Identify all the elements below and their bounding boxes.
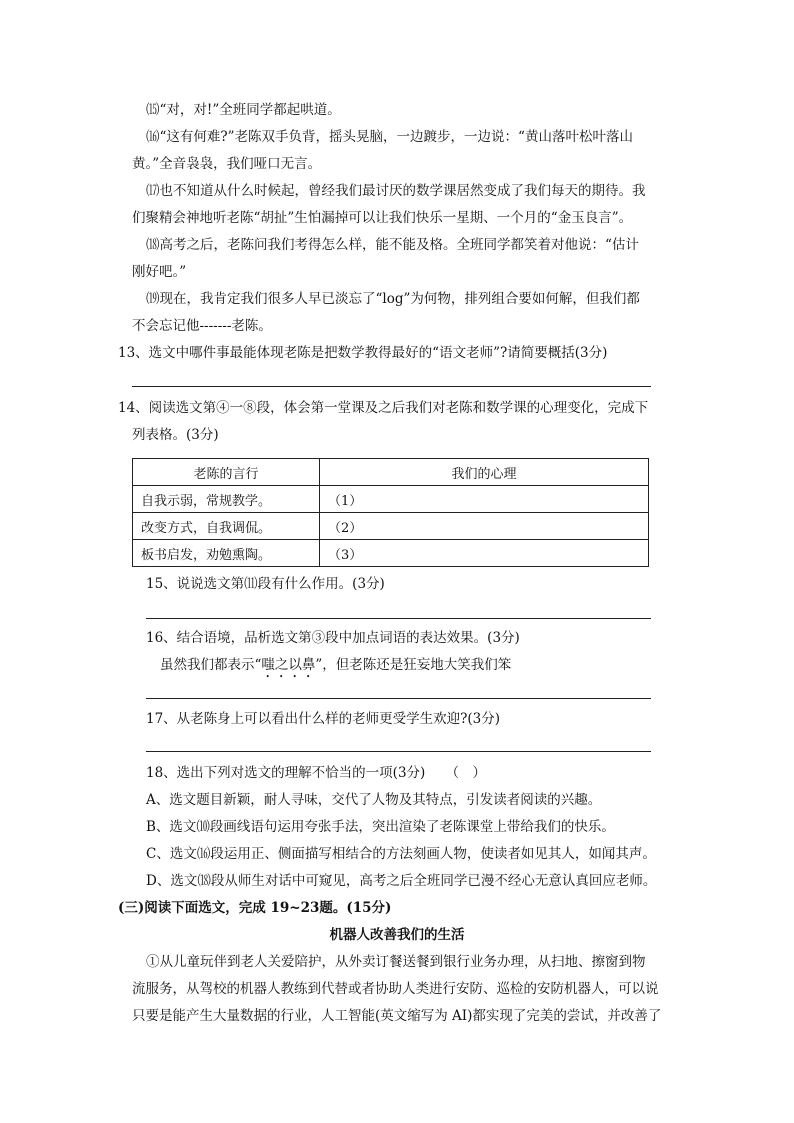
table-answer-cell[interactable]: （1） [320,486,649,513]
paragraph-19-line-1: ⒆现在，我肯定我们很多人早已淡忘了“log”为何物，排列组合要如何解，但我们都 [146,291,640,307]
article-paragraph-1-line-2: 流服务，从驾校的机器人教练到代替或者协助人类进行安防、巡检的安防机器人，可以说 [132,981,659,997]
question-17: 17、从老陈身上可以看出什么样的老师更受学生欢迎?(3分) [146,711,501,727]
option-b[interactable]: B、选文⑽段画线语句运用夸张手法，突出渲染了老陈课堂上带给我们的快乐。 [146,819,615,835]
paragraph-18-line-2: 刚好吧。” [132,264,187,280]
question-14-line-2: 列表格。(3分) [132,427,219,443]
table-cell: 板书启发，劝勉熏陶。 [133,540,320,567]
question-15: 15、说说选文第⑾段有什么作用。(3分) [146,576,385,592]
question-14-line-1: 14、阅读选文第④一⑧段，体会第一堂课及之后我们对老陈和数学课的心理变化，完成下 [118,400,649,416]
table-row [133,486,649,513]
paragraph-19-line-2: 不会忘记他-------老陈。 [132,318,272,334]
article-title: 机器人改善我们的生活 [329,927,465,943]
dotted-phrase: 嗤之以鼻 [261,657,316,673]
paragraph-17-line-2: 们聚精会神地听老陈“胡扯”生怕漏掉可以让我们快乐一星期、一个月的“金玉良言”。 [132,210,633,226]
question-18: 18、选出下列对选文的理解不恰当的一项(3分) （ ） [146,765,487,781]
table-header-row [133,459,649,486]
table-row [133,513,649,540]
paragraph-16-line-1: ⒃“这有何难?”老陈双手负背，摇头晃脑，一边踱步，一边说：“黄山落叶松叶落山 [146,129,633,145]
answer-line-17[interactable] [146,751,651,752]
table-row [133,540,649,567]
table-header-cell: 我们的心理 [320,459,649,486]
answer-line-13[interactable] [132,386,651,387]
table-header-cell: 老陈的言行 [133,459,320,486]
article-paragraph-1-line-1: ①从儿童玩伴到老人关爱陪护，从外卖订餐送餐到银行业务办理，从扫地、擦窗到物 [146,954,646,970]
quote-text-after: ”，但老陈还是狂妄地大笑我们笨 [315,657,512,673]
table-cell: 自我示弱，常规教学。 [133,486,320,513]
answer-table-14 [132,458,649,567]
question-16-quote [160,656,511,681]
answer-line-16[interactable] [146,698,651,699]
paragraph-15: ⒂“对，对!”全班同学都起哄道。 [146,102,341,118]
table-answer-cell[interactable]: （2） [320,513,649,540]
paragraph-16-line-2: 黄。”全音袅袅，我们哑口无言。 [132,156,322,172]
article-paragraph-1-line-3: 只要是能产生大量数据的行业，人工智能(英文缩写为 AI)都实现了完美的尝试，并改善了 [132,1008,662,1024]
table-cell: 改变方式，自我调侃。 [133,513,320,540]
section-heading: (三)阅读下面选文，完成 19~23题。(15分) [118,900,392,916]
table-answer-cell[interactable]: （3） [320,540,649,567]
answer-line-15[interactable] [146,618,651,619]
paragraph-17-line-1: ⒄也不知道从什么时候起，曾经我们最讨厌的数学课居然变成了我们每天的期待。我 [146,183,646,199]
option-c[interactable]: C、选文⒃段运用正、侧面描写相结合的方法刻画人物，使读者如见其人，如闻其声。 [146,846,656,862]
quote-text-before: 虽然我们都表示“ [160,657,262,673]
option-d[interactable]: D、选文⒅段从师生对话中可窥见，高考之后全班同学已漫不经心无意认真回应老师。 [146,873,657,889]
question-13: 13、选文中哪件事最能体现老陈是把数学教得最好的“语文老师”?请简要概括(3分) [118,345,608,361]
option-a[interactable]: A、选文题目新颖，耐人寻味，交代了人物及其特点，引发读者阅读的兴趣。 [146,792,602,808]
paragraph-18-line-1: ⒅高考之后，老陈问我们考得怎么样，能不能及格。全班同学都笑着对他说：“估计 [146,237,639,253]
question-16: 16、结合语境，品析选文第③段中加点词语的表达效果。(3分) [146,630,520,646]
